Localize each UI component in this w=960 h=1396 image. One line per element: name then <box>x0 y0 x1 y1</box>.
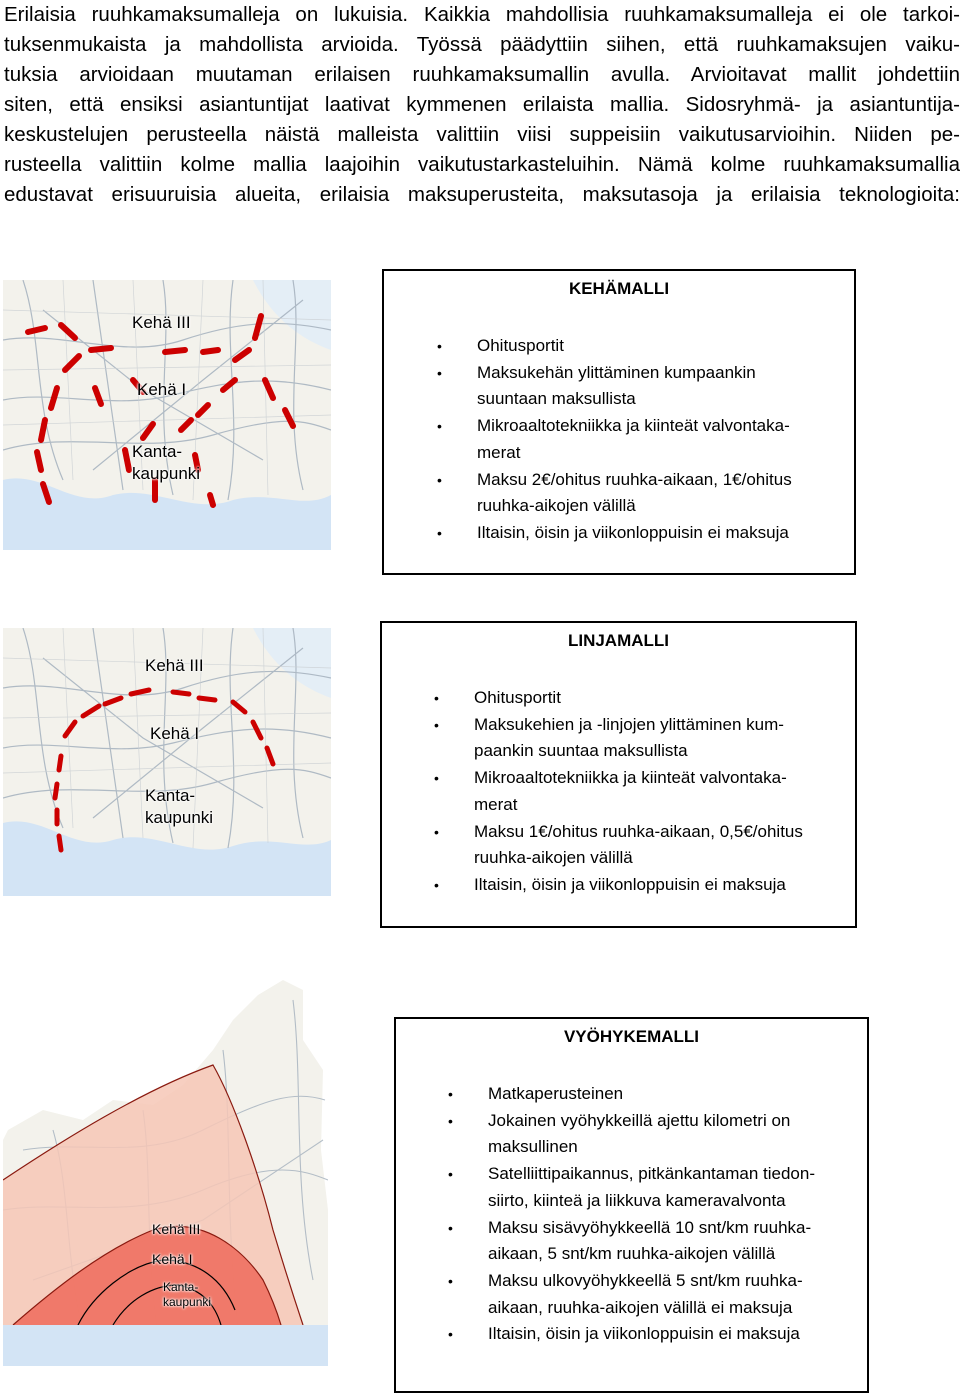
list-item <box>437 360 847 413</box>
list-item <box>448 1215 863 1268</box>
intro-line: siten, että ensiksi asiantuntijat laativat kymmenen erilaista mallia. Sidosryhmä- ja asiantuntija- <box>4 93 960 116</box>
list-item <box>434 712 849 765</box>
list-item-text: Maksukehien ja -linjojen ylittäminen kum- paankin suuntaa maksullista <box>474 714 784 761</box>
list-item-text: Iltaisin, öisin ja viikonloppuisin ei maksuja <box>488 1324 800 1344</box>
intro-line: keskustelujen perusteella näistä malleista valittiin viisi suppeisiin vaikutusarvioihin. Niiden pe- <box>4 123 960 146</box>
list-item <box>448 1108 863 1161</box>
intro-line: Erilaisia ruuhkamaksumalleja on lukuisia. Kaikkia mahdollisia ruuhkamaksumalleja ei ole tarkoi- <box>4 3 960 26</box>
list-item <box>434 819 849 872</box>
map-label-keha-i: Kehä I <box>150 724 200 743</box>
bullet-icon: • <box>434 770 439 787</box>
list-item-text: Iltaisin, öisin ja viikonloppuisin ei maksuja <box>474 874 786 894</box>
map-label-keha-i: Kehä I <box>152 1251 193 1267</box>
list-item <box>437 413 847 466</box>
bullet-icon: • <box>437 338 442 354</box>
list-item-text: Satelliittipaikannus, pitkänkantaman tiedon- siirto, kiinteä ja liikkuva kameravalvonta <box>488 1164 815 1210</box>
bullet-icon: • <box>434 876 439 893</box>
vyohykemalli-box <box>394 1017 869 1393</box>
list-item-text: Maksu ulkovyöhykkeellä 5 snt/km ruuhka- aikaan, ruuhka-aikojen välillä ei maksuja <box>488 1270 803 1317</box>
list-item <box>434 765 849 818</box>
map-label-kantakaupunki: Kanta- kaupunki <box>163 1280 212 1309</box>
list-item-text: Ohitusportit <box>477 336 564 355</box>
list-item <box>448 1161 863 1214</box>
kehamalli-title: KEHÄMALLI <box>568 279 670 298</box>
bullet-icon: • <box>434 823 439 840</box>
list-item <box>448 1321 863 1348</box>
list-item-text: Jokainen vyöhykkeillä ajettu kilometri on maksullinen <box>488 1110 791 1157</box>
list-item <box>448 1268 863 1321</box>
list-item-text: Maksu 1€/ohitus ruuhka-aikaan, 0,5€/ohitus ruuhka-aikojen välillä <box>474 821 803 868</box>
bullet-icon: • <box>448 1272 453 1289</box>
kehamalli-list <box>437 333 847 547</box>
list-item-text: Iltaisin, öisin ja viikonloppuisin ei maksuja <box>477 522 789 542</box>
bullet-icon: • <box>448 1326 453 1343</box>
map-label-keha-iii: Kehä III <box>152 1221 201 1237</box>
list-item <box>437 333 847 360</box>
list-item <box>437 520 847 547</box>
kehamalli-box <box>382 269 856 575</box>
bullet-icon: • <box>434 716 439 733</box>
map-label-kantakaupunki: Kanta- kaupunki <box>132 442 201 483</box>
bullet-icon: • <box>437 364 442 381</box>
map-label-keha-i: Kehä I <box>137 380 187 399</box>
map-label-keha-iii: Kehä III <box>145 656 204 675</box>
list-item-text: Mikroaaltotekniikka ja kiinteät valvontaka- merat <box>477 416 790 462</box>
linjamalli-list <box>434 685 849 899</box>
list-item-text: Maksu 2€/ohitus ruuhka-aikaan, 1€/ohitus ruuhka-aikojen välillä <box>477 469 792 516</box>
bullet-icon: • <box>448 1086 453 1102</box>
bullet-icon: • <box>434 690 439 706</box>
list-item-text: Ohitusportit <box>474 688 561 707</box>
list-item-text: Maksukehän ylittäminen kumpaankin suuntaan maksullista <box>477 362 756 409</box>
list-item-text: Mikroaaltotekniikka ja kiinteät valvontaka- merat <box>474 768 787 814</box>
bullet-icon: • <box>448 1166 453 1183</box>
bullet-icon: • <box>437 524 442 541</box>
bullet-icon: • <box>437 471 442 488</box>
vyohykemalli-title: VYÖHYKEMALLI <box>563 1027 700 1046</box>
bullet-icon: • <box>448 1112 453 1129</box>
list-item-text: Maksu sisävyöhykkeellä 10 snt/km ruuhka- aikaan, 5 snt/km ruuhka-aikojen välillä <box>488 1217 812 1264</box>
map-label-kantakaupunki: Kanta- kaupunki <box>145 786 214 827</box>
list-item <box>448 1081 863 1108</box>
list-item <box>437 467 847 520</box>
list-item <box>434 685 849 712</box>
bullet-icon: • <box>448 1219 453 1236</box>
intro-line: tuksia arvioidaan muutaman erilaisen ruuhkamaksumallin avulla. Arvioitavat mallit johdettiin <box>4 63 960 86</box>
bullet-icon: • <box>437 418 442 435</box>
list-item <box>434 872 849 899</box>
intro-line: edustavat erisuuruisia alueita, erilaisia maksuperusteita, maksutasoja ja erilaisia teknologioita: <box>4 183 960 206</box>
map-label-keha-iii: Kehä III <box>132 313 191 332</box>
vyohykemalli-list <box>448 1081 863 1348</box>
intro-line: tuksenmukaista ja mahdollista arvioida. Työssä päädyttiin siihen, että ruuhkamaksujen vaiku- <box>4 33 960 56</box>
linjamalli-box <box>380 621 857 928</box>
list-item-text: Matkaperusteinen <box>488 1084 624 1103</box>
linjamalli-title: LINJAMALLI <box>567 631 670 650</box>
intro-line: rusteella valittiin kolme mallia laajoihin vaikutustarkasteluihin. Nämä kolme ruuhkamaksumallia <box>4 153 960 176</box>
intro-paragraph <box>4 0 960 210</box>
